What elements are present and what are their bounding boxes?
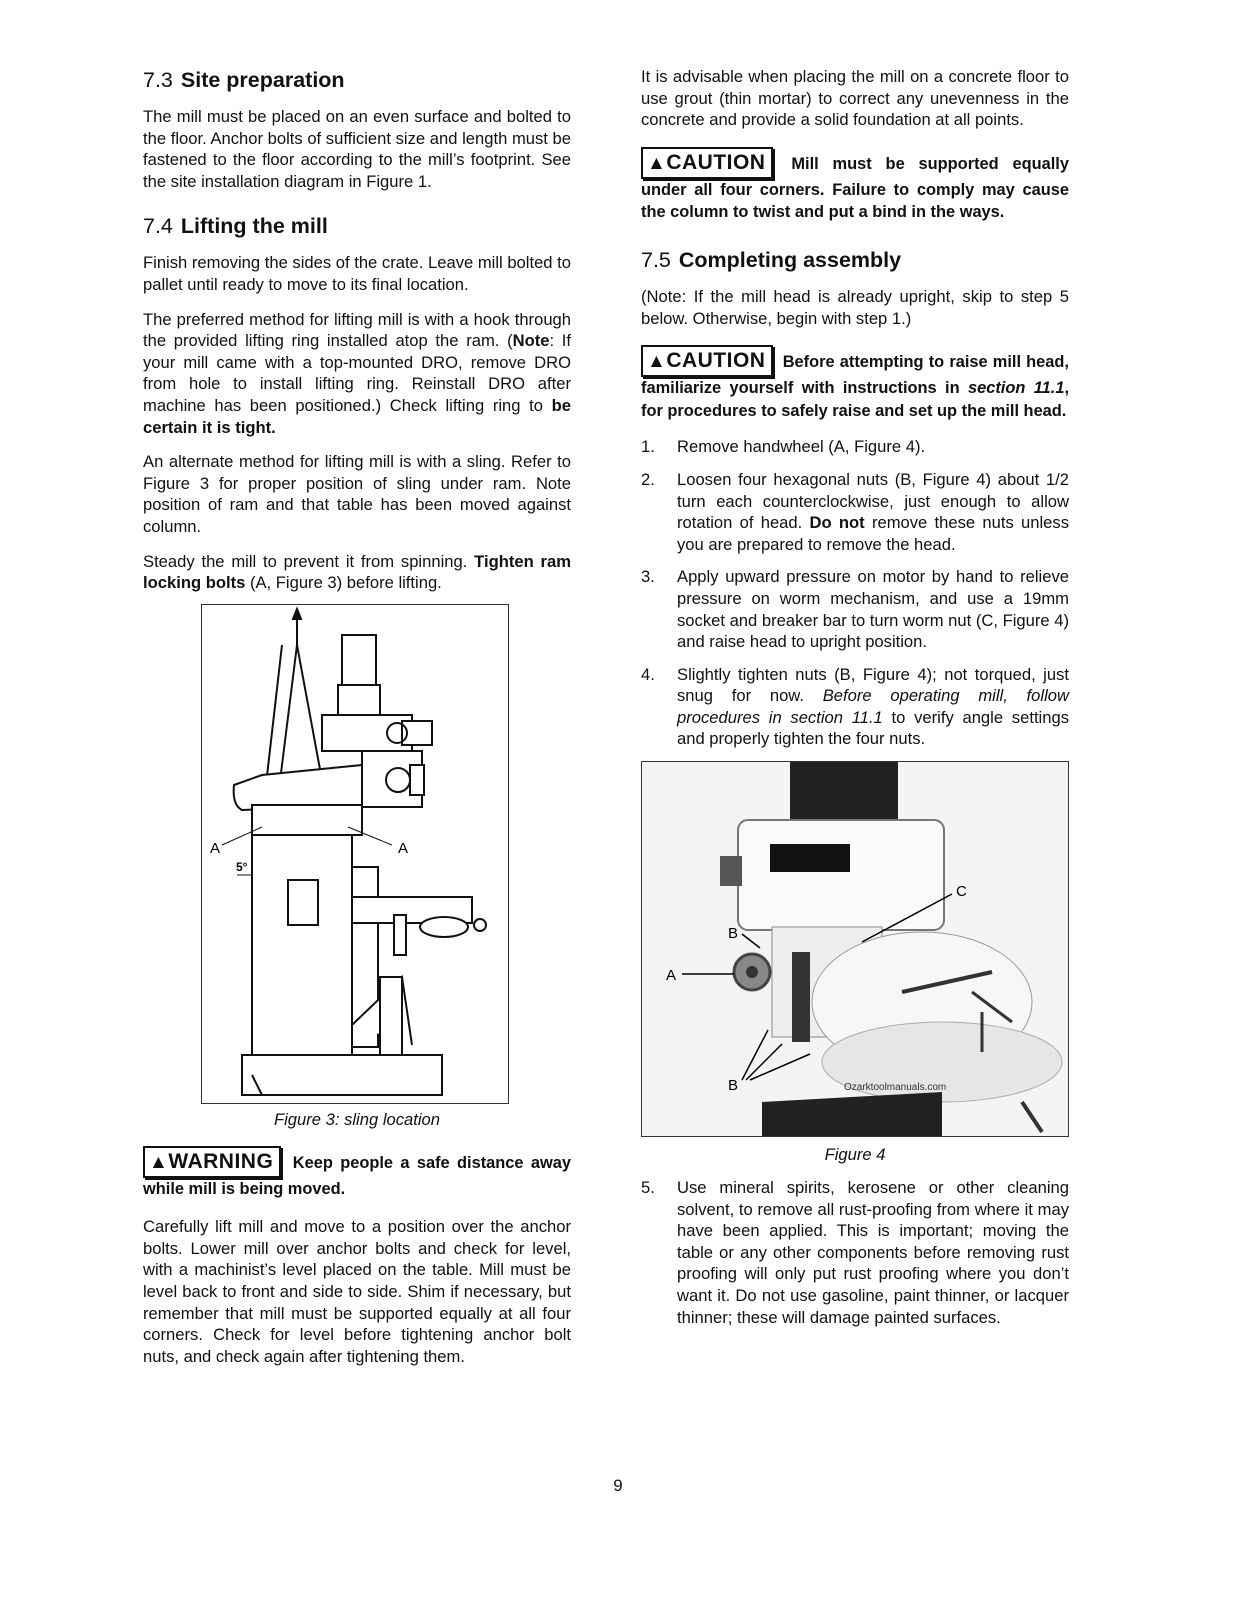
mill-head-photo-illustration — [642, 762, 1068, 1136]
hook-lifting-paragraph: The preferred method for lifting mill is with a hook through the provided lifting ring installed atop the ram. (Note: If your mill came with a top-mounted DRO, remove DRO from hole to install lifting ring. Reinstall DRO after machine has been positioned.) Check lifting ring to be certain it is tight. — [143, 309, 571, 437]
watermark-text: Ozarktoolmanuals.com — [844, 1082, 947, 1094]
list-item: 4. Slightly tighten nuts (B, Figure 4); not torqued, just snug for now. Before operating mill, follow procedures in section 11.1 to verify angle settings and properly tighten the four nuts. — [641, 664, 1069, 749]
right-column — [641, 66, 1069, 1339]
list-item: 5. Use mineral spirits, kerosene or other cleaning solvent, to remove all rust-proofing from where it may have been applied. This is important; moving the table or any other components before removing rust proofing will only put rust proofing where you don’t want it. Do not use gasoline, paint thinner, or lacquer thinner; these will damage painted surfaces. — [641, 1178, 1069, 1327]
page-number: 9 — [613, 1476, 623, 1495]
grout-paragraph: It is advisable when placing the mill on a concrete floor to use grout (thin mortar) to correct any unevenness in the concrete and provide a solid foundation at all points. — [641, 67, 1069, 130]
warning-badge: ▲WARNING — [143, 1146, 281, 1178]
label-b-top: B — [728, 925, 739, 943]
list-item: 3. Apply upward pressure on motor by hand to relieve pressure on worm mechanism, and use a 19mm socket and breaker bar to turn worm nut (C, Figure 4) and raise head to upright position. — [641, 567, 1069, 652]
assembly-steps-list-continued — [641, 1177, 1069, 1328]
label-a: A — [666, 967, 677, 985]
sling-lifting-paragraph: An alternate method for lifting mill is with a sling. Refer to Figure 3 for proper position of sling under ram. Note position of ram and that table has been moved against column. — [143, 452, 571, 536]
figure-3-sling-diagram — [201, 604, 509, 1104]
site-preparation-paragraph: The mill must be placed on an even surface and bolted to the floor. Anchor bolts of sufficient size and length must be fastened to the floor according to the mill’s footprint. See the site installation diagram in Figure 1. — [143, 107, 571, 191]
caution-badge-2: ▲CAUTION — [641, 345, 773, 377]
left-column — [143, 66, 571, 1380]
section-heading-7-3: 7.3 Site preparation — [143, 68, 345, 92]
label-b-bottom: B — [728, 1077, 739, 1095]
section-heading-7-4: 7.4 Lifting the mill — [143, 214, 328, 239]
label-5-degrees: 5° — [236, 859, 248, 874]
label-c: C — [956, 883, 967, 901]
caution-triangle-icon: ▲ — [647, 351, 667, 373]
assembly-steps-list — [641, 436, 1069, 750]
list-item: 1. Remove handwheel (A, Figure 4). — [641, 437, 926, 457]
figure-3-caption: Figure 3: sling location — [273, 1109, 441, 1129]
caution-triangle-icon: ▲ — [647, 152, 667, 174]
steady-mill-paragraph: Steady the mill to prevent it from spinning. Tighten ram locking bolts (A, Figure 3) before lifting. — [143, 551, 571, 593]
figure-4-mill-head-photo — [641, 761, 1069, 1137]
label-a-right: A — [398, 839, 409, 857]
skip-steps-note: (Note: If the mill head is already upright, skip to step 5 below. Otherwise, begin with step 1.) — [641, 286, 1069, 328]
caution-notice-1: ▲CAUTION Mill must be supported equally under all four corners. Failure to comply may cause the column to twist and put a bind in the ways. — [641, 147, 1069, 224]
section-heading-7-5: 7.5 Completing assembly — [641, 247, 902, 272]
leveling-paragraph: Carefully lift mill and move to a position over the anchor bolts. Lower mill over anchor bolts and check for level, with a machinist’s level placed on the table. Mill must be level back to front and side to side. Shim if necessary, but remember that mill must be supported equally at all four corners. Check for level before tightening anchor bolt nuts, and check again after tightening them. — [143, 1217, 571, 1366]
warning-triangle-icon: ▲ — [149, 1151, 169, 1173]
warning-notice: ▲WARNING Keep people a safe distance away while mill is being moved. — [143, 1146, 571, 1201]
list-item: 2. Loosen four hexagonal nuts (B, Figure 4) about 1/2 turn each counterclockwise, just enough to allow rotation of head. Do not remove these nuts unless you are prepared to remove the head. — [641, 469, 1069, 554]
figure-4-caption: Figure 4 — [824, 1145, 886, 1165]
caution-badge-1: ▲CAUTION — [641, 147, 773, 179]
crate-removal-paragraph: Finish removing the sides of the crate. Leave mill bolted to pallet until ready to move to its final location. — [143, 253, 571, 294]
label-a-left: A — [210, 839, 221, 857]
caution-notice-2: ▲CAUTION Before attempting to raise mill head, familiarize yourself with instructions in section 11.1, for procedures to safely raise and set up the mill head. — [641, 345, 1069, 422]
mill-sling-illustration — [202, 605, 508, 1103]
